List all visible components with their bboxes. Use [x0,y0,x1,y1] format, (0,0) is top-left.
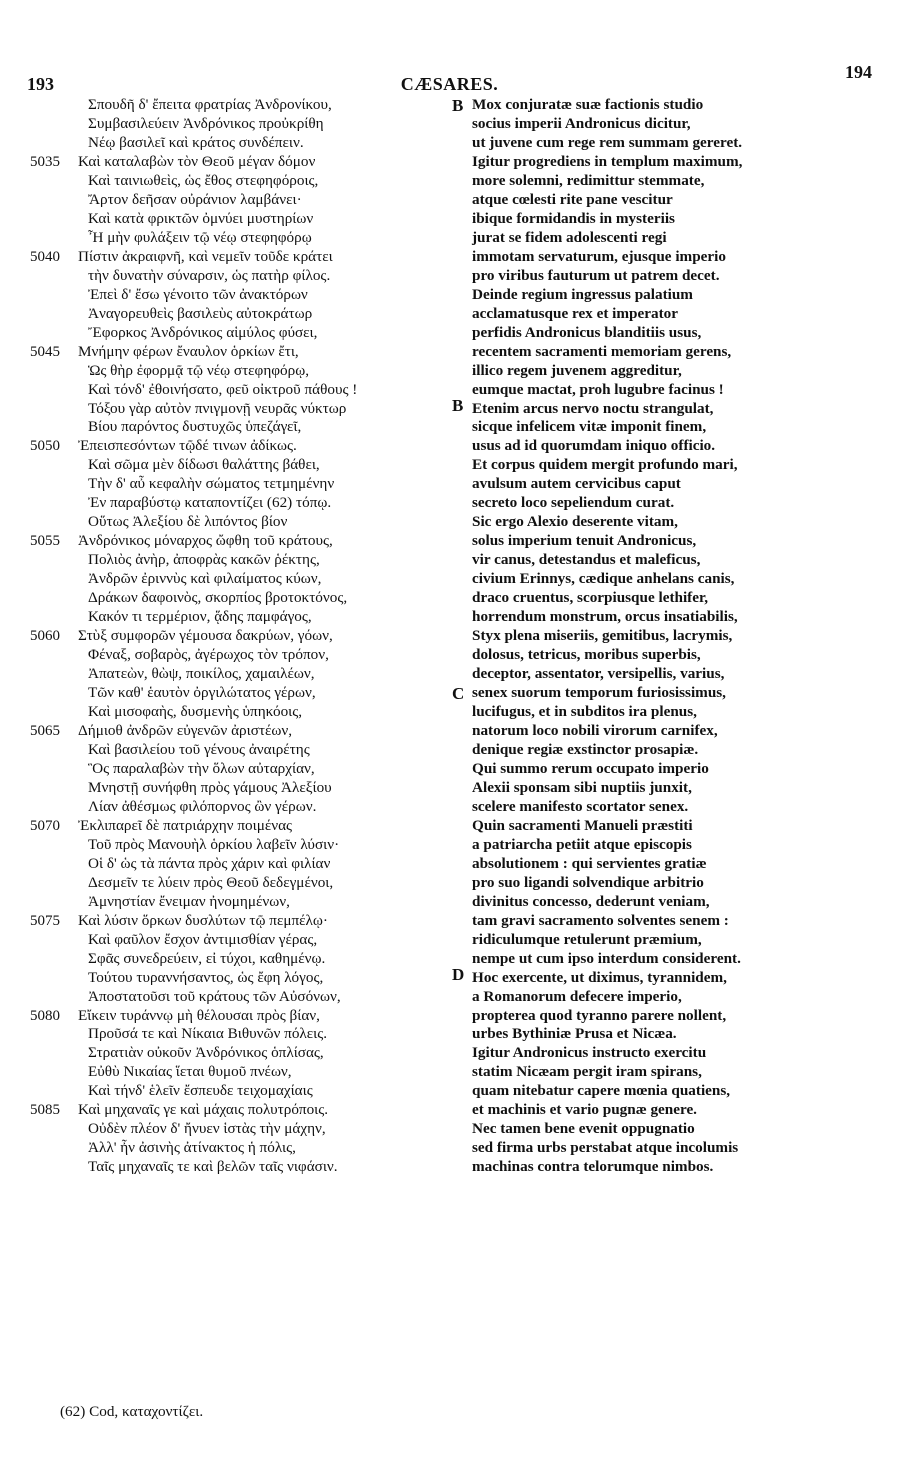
greek-verse-line [30,343,450,362]
latin-verse-line [452,456,892,475]
greek-text-column [30,96,450,1177]
latin-verse-text: Quin sacramenti Manueli præstiti [472,816,693,834]
latin-verse-text: Igitur progrediens in templum maximum, [472,152,743,170]
greek-verse-text: Δράκων δαφοινὸς, σκορπίος βροτοκτόνος, [88,589,348,607]
latin-verse-line [452,395,892,419]
latin-verse-line [452,779,892,798]
latin-verse-line [452,1120,892,1139]
greek-verse-line [30,551,450,570]
latin-verse-line [452,153,892,172]
verse-number: 5085 [30,1102,60,1119]
greek-verse-line [30,475,450,494]
latin-verse-text: Nec tamen bene evenit oppugnatio [472,1120,695,1138]
latin-verse-text: atque cœlesti rite pane vescitur [472,190,673,208]
greek-verse-line [30,1101,450,1120]
greek-verse-text: Καὶ καταλαβὼν τὸν Θεοῦ μέγαν δόμον [78,152,316,170]
latin-verse-line [452,475,892,494]
greek-verse-text: Δήμιοθ ἀνδρῶν εὐγενῶν ἀριστέων, [78,721,293,739]
greek-verse-line [30,798,450,817]
latin-verse-line [452,874,892,893]
latin-verse-text: recentem sacramenti memoriam gerens, [472,342,732,360]
greek-verse-text: Ἄρτον δεῆσαν οὐράνιον λαμβάνει· [88,190,302,208]
latin-verse-line [452,532,892,551]
latin-verse-text: more solemni, redimittur stemmate, [472,171,705,189]
greek-verse-text: Δεσμεῖν τε λύειν πρὸς Θεοῦ δεδεγμένοι, [88,873,334,891]
latin-verse-text: sed firma urbs perstabat atque incolumis [472,1139,739,1157]
greek-verse-text: Οἱ δ' ὡς τὰ πάντα πρὸς χάριν καὶ φιλίαν [88,854,331,872]
greek-verse-text: Καὶ βασιλείου τοῦ γένους ἀναιρέτης [88,740,310,758]
latin-verse-line [452,608,892,627]
greek-verse-text: Τούτου τυραννήσαντος, ὡς ἔφη λόγος, [88,968,324,986]
greek-verse-line [30,760,450,779]
greek-verse-line [30,494,450,513]
latin-verse-line [452,210,892,229]
latin-verse-line [452,855,892,874]
latin-verse-line [452,703,892,722]
greek-verse-line [30,855,450,874]
greek-verse-text: Ἀλλ' ἦν ἀσινὴς ἀτίνακτος ἡ πόλις, [88,1139,296,1157]
latin-verse-line [452,1139,892,1158]
greek-verse-text: Τὴν δ' αὖ κεφαλὴν σώματος τετμημένην [88,475,335,493]
latin-verse-text: perfidis Andronicus blanditiis usus, [472,323,702,341]
greek-verse-text: Καὶ κατὰ φρικτῶν ὀμνύει μυστηρίων [88,209,314,227]
latin-verse-text: tam gravi sacramento solventes senem : [472,911,729,929]
latin-verse-line [452,381,892,400]
greek-verse-line [30,172,450,191]
greek-verse-line [30,1082,450,1101]
greek-verse-line [30,1007,450,1026]
latin-verse-text: jurat se fidem adolescenti regi [472,228,667,246]
latin-verse-text: ibique formidandis in mysteriis [472,209,675,227]
latin-verse-line [452,627,892,646]
verse-number: 5045 [30,343,60,360]
latin-verse-line [452,589,892,608]
latin-verse-text: ut juvene cum rege rem summam gereret. [472,133,743,151]
greek-verse-text: Βίου παρόντος δυστυχῶς ὑπεζάγεῖ, [88,418,302,436]
greek-verse-text: Μνήμην φέρων ἔναυλον ὁρκίων ἔτι, [78,342,299,360]
latin-verse-line [452,1082,892,1101]
latin-verse-text: absolutionem : qui servientes gratiæ [472,854,707,872]
latin-verse-line [452,115,892,134]
greek-verse-line [30,400,450,419]
latin-verse-text: immotam servaturum, ejusque imperio [472,247,726,265]
latin-verse-line [452,760,892,779]
greek-verse-line [30,1158,450,1177]
greek-verse-text: Τῶν καθ' ἑαυτὸν ὀργιλώτατος γέρων, [88,684,316,702]
greek-verse-line [30,703,450,722]
greek-verse-line [30,589,450,608]
verse-number: 5050 [30,438,60,455]
latin-verse-line [452,684,892,703]
verse-number: 5055 [30,533,60,550]
latin-verse-line [452,1063,892,1082]
greek-verse-text: Καὶ τήνδ' ἑλεῖν ἔσπευδε τειχομαχίαις [88,1082,313,1100]
latin-verse-line [452,418,892,437]
latin-verse-line [452,964,892,988]
greek-verse-line [30,665,450,684]
latin-verse-text: draco cruentus, scorpiusque lethifer, [472,589,709,607]
greek-verse-line [30,267,450,286]
greek-verse-line [30,969,450,988]
latin-verse-text: vir canus, detestandus et maleficus, [472,551,701,569]
latin-verse-line [452,229,892,248]
greek-verse-line [30,570,450,589]
greek-verse-text: Ἐπεισπεσόντων τῷδέ τινων ἀδίκως. [78,437,297,455]
greek-verse-line [30,532,450,551]
greek-verse-text: Φέναξ, σοβαρὸς, ἀγέρωχος τὸν τρόπον, [88,646,329,664]
latin-verse-text: propterea quod tyranno parere nollent, [472,1006,727,1024]
latin-verse-line [452,1101,892,1120]
latin-verse-line [452,665,892,684]
latin-verse-text: pro viribus fauturum ut patrem decet. [472,266,720,284]
greek-verse-line [30,134,450,153]
greek-verse-text: Τοῦ πρὸς Μανουὴλ ὁρκίου λαβεῖν λύσιν· [88,835,340,853]
latin-verse-text: Mox conjuratæ suæ factionis studio [472,96,704,113]
latin-verse-text: Et corpus quidem mergit profundo mari, [472,456,738,474]
greek-verse-text: Ἀμνηστίαν ἔνειμαν ἠνομημένων, [88,892,290,910]
latin-verse-line [452,267,892,286]
greek-verse-line [30,741,450,760]
greek-verse-line [30,191,450,210]
greek-verse-text: Οὕτως Ἀλεξίου δὲ λιπόντος βίον [88,513,288,531]
greek-verse-line [30,456,450,475]
greek-verse-line [30,1025,450,1044]
greek-verse-line [30,229,450,248]
greek-verse-text: Καὶ φαῦλον ἔσχον ἀντιμισθίαν γέρας, [88,930,318,948]
latin-verse-text: senex suorum temporum furiosissimus, [472,684,726,702]
latin-verse-line [452,893,892,912]
latin-verse-text: ridiculumque retulerunt præmium, [472,930,702,948]
greek-verse-text: Πίστιν ἀκραιφνῆ, καὶ νεμεῖν τοῦδε κράτει [78,247,333,265]
greek-verse-line [30,893,450,912]
latin-verse-line [452,741,892,760]
latin-verse-line [452,912,892,931]
greek-verse-line [30,418,450,437]
latin-verse-text: urbes Bythiniæ Prusa et Nicæa. [472,1025,677,1043]
latin-verse-text: quam nitebatur capere mœnia quatiens, [472,1082,731,1100]
greek-verse-line [30,305,450,324]
latin-verse-line [452,172,892,191]
latin-verse-line [452,722,892,741]
latin-verse-line [452,1158,892,1177]
greek-verse-text: τὴν δυνατὴν σύναρσιν, ὡς πατὴρ φίλος. [88,266,331,284]
left-page-number: 193 [27,74,54,94]
latin-verse-line [452,1007,892,1026]
greek-verse-line [30,1044,450,1063]
verse-number: 5075 [30,912,60,929]
greek-verse-line [30,684,450,703]
greek-verse-line [30,646,450,665]
greek-verse-line [30,286,450,305]
greek-verse-line [30,248,450,267]
greek-verse-text: Ἀποστατοῦσι τοῦ κράτους τῶν Αὐσόνων, [88,987,341,1005]
greek-verse-text: Ἐκλιπαρεῖ δὲ πατριάρχην ποιμένας [78,816,293,834]
latin-verse-text: lucifugus, et in subditos ira plenus, [472,703,697,720]
greek-verse-text: Καὶ τόνδ' ἐθοινήσατο, φεῦ οἰκτροῦ πάθους ! [88,380,358,398]
latin-verse-text: eumque mactat, proh lugubre facinus ! [472,380,724,398]
greek-verse-line [30,779,450,798]
greek-verse-line [30,874,450,893]
greek-verse-line [30,324,450,343]
latin-verse-text: Etenim arcus nervo noctu strangulat, [472,399,714,417]
verse-number: 5080 [30,1007,60,1024]
latin-verse-text: divinitus concesso, dederunt veniam, [472,892,710,910]
latin-verse-line [452,817,892,836]
latin-verse-line [452,248,892,267]
greek-verse-text: Καὶ λύσιν ὅρκων δυσλύτων τῷ πεμπέλῳ· [78,911,328,929]
latin-verse-text: civium Erinnys, cædique anhelans canis, [472,570,735,588]
greek-verse-text: Ἐν παραβύστῳ καταποντίζει (62) τόπῳ. [88,494,332,512]
greek-verse-text: Στὺξ συμφορῶν γέμουσα δακρύων, γόων, [78,627,333,645]
latin-verse-line [452,646,892,665]
greek-verse-text: Μνηστῇ συνήφθη πρὸς γάμους Ἀλεξίου [88,778,332,796]
greek-verse-line [30,817,450,836]
latin-verse-text: dolosus, tetricus, moribus superbis, [472,646,701,664]
greek-verse-line [30,210,450,229]
greek-verse-text: Καὶ σῶμα μὲν δίδωσι θαλάττης βάθει, [88,456,320,474]
latin-verse-line [452,1025,892,1044]
greek-verse-text: Ἀνδρῶν ἐριννὺς καὶ φιλαίματος κύων, [88,570,322,588]
latin-verse-text: sicque infelicem vitæ imponit finem, [472,418,707,436]
greek-verse-line [30,1063,450,1082]
latin-verse-line [452,494,892,513]
footnote: (62) Cod, καταχοντίζει. [60,1403,204,1420]
latin-verse-text: socius imperii Andronicus dicitur, [472,114,691,132]
greek-verse-line [30,722,450,741]
latin-verse-text: natorum loco nobili virorum carnifex, [472,721,718,739]
latin-verse-line [452,96,892,115]
greek-verse-text: Λίαν ἀθέσμως φιλόπορνος ὢν γέρων. [88,797,317,815]
section-marker: C [452,684,465,704]
greek-verse-text: Καὶ μηχαναῖς γε καὶ μάχαις πολυτρόποις. [78,1101,329,1119]
latin-verse-text: pro suo ligandi solvendique arbitrio [472,873,704,891]
greek-verse-text: Καὶ ταινιωθεὶς, ὡς ἔθος στεφηφόροις, [88,171,319,189]
latin-verse-text: secreto loco sepeliendum curat. [472,494,675,512]
verse-number: 5065 [30,722,60,739]
latin-verse-text: usus ad id quorumdam iniquo officio. [472,437,716,455]
greek-verse-text: Ταῖς μηχαναῖς τε καὶ βελῶν ταῖς νιφάσιν. [88,1158,338,1176]
latin-verse-text: denique regiæ exstinctor prosapiæ. [472,740,699,758]
greek-verse-text: Σπουδῆ δ' ἔπειτα φρατρίας Ἀνδρονίκου, [88,96,332,113]
latin-verse-line [452,305,892,324]
latin-verse-line [452,1044,892,1063]
section-marker: B [452,395,464,415]
latin-verse-text: Hoc exercente, ut diximus, tyrannidem, [472,968,727,986]
latin-verse-text: machinas contra telorumque nimbos. [472,1158,714,1176]
greek-verse-text: Ἔφορκος Ἀνδρόνικος αἱμύλος φύσει, [88,323,318,341]
latin-verse-text: deceptor, assentator, versipellis, varius, [472,665,725,683]
greek-verse-text: Εὐθὺ Νικαίας ἵεται θυμοῦ πνέων, [88,1063,292,1081]
greek-verse-line [30,362,450,381]
latin-verse-text: Alexii sponsam sibi nuptiis junxit, [472,778,692,796]
latin-verse-text: a Romanorum defecere imperio, [472,987,682,1005]
greek-verse-text: Στρατιὰν οὐκοῦν Ἀνδρόνικος ὁπλίσας, [88,1044,324,1062]
greek-verse-line [30,931,450,950]
verse-number: 5035 [30,153,60,170]
latin-verse-line [452,798,892,817]
latin-verse-line [452,836,892,855]
latin-verse-line [452,324,892,343]
latin-verse-text: avulsum autem cervicibus caput [472,475,681,493]
greek-verse-text: Ὃς παραλαβὼν τὴν ὅλων αὐταρχίαν, [88,759,315,777]
latin-verse-text: nempe ut cum ipso interdum considerent. [472,949,741,967]
latin-verse-line [452,513,892,532]
running-title: CÆSARES. [400,74,499,94]
greek-verse-line [30,153,450,172]
greek-verse-text: Προῦσά τε καὶ Νίκαια Βιθυνῶν πόλεις. [88,1025,328,1043]
greek-verse-text: Τόξου γὰρ αὐτὸν πνιγμονῇ νευρᾶς νύκτωρ [88,399,347,417]
latin-verse-text: solus imperium tenuit Andronicus, [472,532,697,550]
greek-verse-line [30,381,450,400]
greek-verse-line [30,988,450,1007]
latin-verse-text: Deinde regium ingressus palatium [472,285,693,303]
greek-verse-text: Ὡς θὴρ ἐφορμᾷ τῷ νέῳ στεφηφόρῳ, [88,361,309,379]
latin-verse-line [452,437,892,456]
greek-verse-line [30,627,450,646]
latin-verse-text: statim Nicæam pergit iram spirans, [472,1063,702,1081]
latin-verse-line [452,570,892,589]
latin-verse-line [452,362,892,381]
verse-number: 5060 [30,628,60,645]
latin-verse-text: Igitur Andronicus instructo exercitu [472,1044,707,1062]
greek-verse-text: Σφᾶς συνεδρεύειν, εἰ τύχοι, καθημένῳ. [88,949,326,967]
greek-verse-line [30,912,450,931]
greek-verse-line [30,96,450,115]
latin-verse-line [452,931,892,950]
latin-verse-text: horrendum monstrum, orcus insatiabilis, [472,608,738,626]
section-marker: D [452,964,465,984]
latin-verse-text: Qui summo rerum occupato imperio [472,759,709,777]
latin-verse-line [452,950,892,969]
latin-verse-line [452,134,892,153]
right-page-number: 194 [845,62,872,82]
greek-verse-line [30,1120,450,1139]
latin-verse-text: a patriarcha petiit atque episcopis [472,835,692,853]
latin-verse-text: Sic ergo Alexio deserente vitam, [472,513,678,531]
latin-translation-column [452,96,892,1177]
greek-verse-line [30,115,450,134]
greek-verse-line [30,1139,450,1158]
greek-verse-text: Καὶ μισοφαὴς, δυσμενὴς ὑπηκόοις, [88,703,303,720]
greek-verse-line [30,836,450,855]
greek-verse-text: Νέῳ βασιλεῖ καὶ κράτος συνδέπειν. [88,133,304,151]
verse-number: 5040 [30,248,60,265]
latin-verse-line [452,343,892,362]
verse-number: 5070 [30,817,60,834]
latin-verse-line [452,988,892,1007]
latin-verse-line [452,191,892,210]
greek-verse-text: Συμβασιλεύειν Ἀνδρόνικος προὐκρίθη [88,114,324,132]
greek-verse-line [30,437,450,456]
greek-verse-line [30,513,450,532]
latin-verse-text: Styx plena miseriis, gemitibus, lacrymis, [472,627,733,645]
greek-verse-text: Ἐπεὶ δ' ἔσω γένοιτο τῶν ἀνακτόρων [88,285,308,303]
greek-verse-text: Ἀναγορευθεὶς βασιλεὺς αὐτοκράτωρ [88,304,313,322]
greek-verse-line [30,608,450,627]
latin-verse-text: acclamatusque rex et imperator [472,304,678,322]
greek-verse-text: Οὐδὲν πλέον δ' ἤνυεν ἱστὰς τὴν μάχην, [88,1120,326,1138]
greek-verse-text: Ἀνδρόνικος μόναρχος ὤφθη τοῦ κράτους, [78,532,333,550]
greek-verse-text: Ἦ μὴν φυλάξειν τῷ νέῳ στεφηφόρῳ [88,228,312,246]
latin-verse-line [452,551,892,570]
latin-verse-text: illico regem juvenem aggreditur, [472,361,682,379]
latin-verse-text: scelere manifesto scortator senex. [472,797,689,815]
latin-verse-text: et machinis et vario pugnæ genere. [472,1101,697,1119]
greek-verse-text: Πολιὸς ἀνὴρ, ἀποφρὰς κακῶν ῥέκτης, [88,551,320,569]
section-marker: B [452,96,464,115]
greek-verse-text: Ἀπατεὼν, θὼψ, ποικίλος, χαμαιλέων, [88,665,315,683]
greek-verse-text: Κακόν τι τερμέριον, ᾅδης παμφάγος, [88,608,312,626]
latin-verse-line [452,286,892,305]
greek-verse-line [30,950,450,969]
greek-verse-text: Εἴκειν τυράννῳ μὴ θέλουσαι πρὸς βίαν, [78,1006,320,1024]
